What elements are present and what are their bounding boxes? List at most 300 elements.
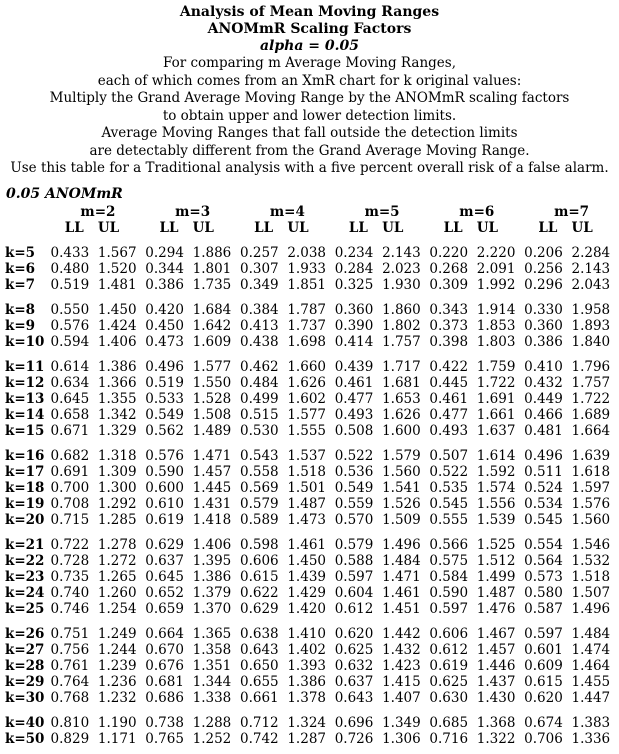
ul-value: 1.487 <box>476 585 516 601</box>
ll-value: 0.645 <box>50 391 90 407</box>
ul-value: 1.447 <box>571 690 611 706</box>
ll-value: 0.606 <box>239 553 279 569</box>
k-label: k=8 <box>5 302 36 318</box>
ul-value: 1.481 <box>97 277 137 293</box>
ll-value: 0.650 <box>239 658 279 674</box>
ll-value: 0.499 <box>239 391 279 407</box>
table-row <box>5 261 619 277</box>
table-row <box>5 302 619 318</box>
ll-value: 0.716 <box>429 731 469 747</box>
ll-value: 0.615 <box>524 674 563 690</box>
ll-value: 0.343 <box>429 302 469 318</box>
ul-value: 1.992 <box>476 277 516 293</box>
ll-value: 0.738 <box>145 715 184 731</box>
ul-value: 1.803 <box>476 334 516 350</box>
ul-value: 2.023 <box>382 261 421 277</box>
ll-value: 0.576 <box>50 318 90 334</box>
table-row <box>5 359 619 375</box>
k-label: k=18 <box>5 480 45 496</box>
ul-value: 1.457 <box>476 642 516 658</box>
table-row <box>5 334 619 350</box>
ul-value: 1.592 <box>476 464 516 480</box>
table-row <box>5 715 619 731</box>
ul-value: 1.525 <box>476 537 516 553</box>
ul-value: 1.796 <box>571 359 611 375</box>
ul-value: 1.349 <box>382 715 421 731</box>
ul-value: 1.358 <box>192 642 232 658</box>
ul-value: 1.626 <box>287 375 326 391</box>
ul-value: 1.471 <box>382 569 421 585</box>
ll-value: 0.432 <box>524 375 563 391</box>
ll-value: 0.601 <box>524 642 563 658</box>
k-label: k=50 <box>5 731 45 747</box>
ul-value: 1.509 <box>382 512 421 528</box>
ul-value: 1.461 <box>382 585 421 601</box>
ul-value: 1.541 <box>382 480 421 496</box>
ul-value: 1.597 <box>571 480 611 496</box>
table-row <box>5 553 619 569</box>
ul-header: UL <box>476 220 499 236</box>
ul-value: 1.473 <box>287 512 326 528</box>
ll-value: 0.671 <box>50 423 90 439</box>
ul-value: 1.190 <box>97 715 137 731</box>
ul-value: 1.602 <box>287 391 326 407</box>
group-spacer <box>5 293 619 302</box>
ll-value: 0.309 <box>429 277 469 293</box>
ul-value: 1.260 <box>97 585 137 601</box>
ul-value: 1.802 <box>382 318 421 334</box>
ll-value: 0.625 <box>334 642 374 658</box>
ul-value: 1.467 <box>476 626 516 642</box>
ll-value: 0.584 <box>429 569 469 585</box>
ul-value: 1.681 <box>382 375 421 391</box>
table-row <box>5 464 619 480</box>
ll-value: 0.422 <box>429 359 469 375</box>
table-row <box>5 496 619 512</box>
ll-value: 0.589 <box>239 512 279 528</box>
ul-value: 1.254 <box>97 601 137 617</box>
ul-value: 1.532 <box>571 553 611 569</box>
ll-value: 0.496 <box>145 359 184 375</box>
ul-value: 1.406 <box>192 537 232 553</box>
ul-value: 1.574 <box>476 480 516 496</box>
k-label: k=29 <box>5 674 45 690</box>
ll-value: 0.742 <box>239 731 279 747</box>
ll-value: 0.609 <box>524 658 563 674</box>
ll-value: 0.670 <box>145 642 184 658</box>
ll-value: 0.530 <box>239 423 279 439</box>
ul-value: 1.309 <box>97 464 137 480</box>
ll-value: 0.597 <box>429 601 469 617</box>
ll-value: 0.655 <box>239 674 279 690</box>
ll-value: 0.566 <box>429 537 469 553</box>
ul-value: 1.560 <box>571 512 611 528</box>
ll-value: 0.284 <box>334 261 374 277</box>
ll-value: 0.674 <box>524 715 563 731</box>
ul-header: UL <box>287 220 309 236</box>
ll-value: 0.496 <box>524 448 563 464</box>
ll-value: 0.515 <box>239 407 279 423</box>
corner-blank <box>5 204 51 220</box>
k-label: k=28 <box>5 658 45 674</box>
ul-value: 1.614 <box>476 448 516 464</box>
ll-value: 0.619 <box>429 658 469 674</box>
ul-value: 1.378 <box>287 690 326 706</box>
ul-value: 1.555 <box>287 423 326 439</box>
ul-value: 1.893 <box>571 318 611 334</box>
ll-value: 0.643 <box>334 690 374 706</box>
ul-value: 1.471 <box>192 448 232 464</box>
ll-value: 0.268 <box>429 261 469 277</box>
ll-value: 0.569 <box>239 480 279 496</box>
ll-value: 0.696 <box>334 715 374 731</box>
ll-value: 0.630 <box>429 690 469 706</box>
desc-line-7: Use this table for a Traditional analysis with a five percent overall risk of a false alarm. <box>10 160 609 176</box>
k-label: k=12 <box>5 375 45 391</box>
ll-value: 0.746 <box>50 601 90 617</box>
ul-value: 1.512 <box>476 553 516 569</box>
ul-value: 1.455 <box>571 674 611 690</box>
ul-value: 2.143 <box>571 261 611 277</box>
ul-value: 1.457 <box>192 464 232 480</box>
ul-value: 1.324 <box>287 715 326 731</box>
ll-value: 0.420 <box>145 302 184 318</box>
ll-value: 0.558 <box>239 464 279 480</box>
ul-value: 1.442 <box>382 626 421 642</box>
ul-value: 1.393 <box>287 658 326 674</box>
ul-value: 1.338 <box>192 690 232 706</box>
ul-value: 1.285 <box>97 512 137 528</box>
ul-value: 1.653 <box>382 391 421 407</box>
desc-line-4: to obtain upper and lower detection limits. <box>162 107 457 124</box>
ul-value: 1.618 <box>571 464 611 480</box>
table-row <box>5 690 619 706</box>
ll-value: 0.325 <box>334 277 374 293</box>
ll-header: LL <box>538 220 558 236</box>
ll-value: 0.681 <box>145 674 184 690</box>
ll-value: 0.522 <box>429 464 469 480</box>
table-row <box>5 480 619 496</box>
table-row <box>5 448 619 464</box>
ll-value: 0.386 <box>524 334 563 350</box>
table-row <box>5 731 619 747</box>
ll-value: 0.398 <box>429 334 469 350</box>
ul-value: 1.520 <box>97 261 137 277</box>
ll-value: 0.615 <box>239 569 279 585</box>
ul-value: 1.499 <box>476 569 516 585</box>
ll-value: 0.257 <box>239 245 279 261</box>
alpha-line: alpha = 0.05 <box>259 38 359 54</box>
k-label: k=23 <box>5 569 45 585</box>
ul-value: 1.418 <box>192 512 232 528</box>
m-header: m=2 <box>80 204 116 220</box>
ul-value: 1.450 <box>287 553 326 569</box>
table-row <box>5 626 619 642</box>
table-row <box>5 375 619 391</box>
ll-value: 0.575 <box>429 553 469 569</box>
ul-value: 1.484 <box>382 553 421 569</box>
ul-value: 1.577 <box>192 359 232 375</box>
ll-header: LL <box>254 220 274 236</box>
ul-value: 1.407 <box>382 690 421 706</box>
ul-value: 1.487 <box>287 496 326 512</box>
ll-value: 0.588 <box>334 553 374 569</box>
k-label: k=11 <box>5 359 45 375</box>
ul-value: 1.365 <box>192 626 232 642</box>
k-label: k=17 <box>5 464 45 480</box>
ul-value: 1.476 <box>476 601 516 617</box>
ll-value: 0.473 <box>145 334 184 350</box>
ul-value: 1.344 <box>192 674 232 690</box>
ll-value: 0.477 <box>334 391 374 407</box>
ll-value: 0.756 <box>50 642 90 658</box>
ul-value: 1.402 <box>287 642 326 658</box>
ll-value: 0.634 <box>50 375 90 391</box>
ll-value: 0.330 <box>524 302 563 318</box>
ll-value: 0.619 <box>145 512 184 528</box>
ul-value: 1.406 <box>97 334 137 350</box>
ll-value: 0.637 <box>145 553 184 569</box>
ll-value: 0.620 <box>524 690 563 706</box>
ul-value: 1.420 <box>287 601 326 617</box>
ul-value: 2.143 <box>382 245 421 261</box>
ul-value: 2.038 <box>287 245 326 261</box>
ul-value: 1.292 <box>97 496 137 512</box>
ll-value: 0.543 <box>239 448 279 464</box>
ul-value: 1.567 <box>97 245 137 261</box>
ul-value: 1.368 <box>476 715 516 731</box>
ul-header: UL <box>382 220 404 236</box>
table-row <box>5 423 619 439</box>
k-label: k=5 <box>5 245 36 261</box>
ll-value: 0.676 <box>145 658 184 674</box>
group-spacer <box>5 439 619 448</box>
table-row <box>5 585 619 601</box>
ul-value: 1.386 <box>287 674 326 690</box>
ul-value: 2.091 <box>476 261 516 277</box>
ll-value: 0.480 <box>50 261 90 277</box>
ll-value: 0.511 <box>524 464 563 480</box>
ll-value: 0.594 <box>50 334 90 350</box>
m-header-row <box>5 204 619 220</box>
ul-value: 1.518 <box>287 464 326 480</box>
m-header: m=5 <box>364 204 400 220</box>
ul-value: 1.461 <box>287 537 326 553</box>
ll-value: 0.715 <box>50 512 90 528</box>
ll-header: LL <box>159 220 179 236</box>
ll-value: 0.579 <box>334 537 374 553</box>
ll-value: 0.234 <box>334 245 374 261</box>
k-label: k=7 <box>5 277 36 293</box>
ul-value: 1.171 <box>97 731 137 747</box>
ll-value: 0.439 <box>334 359 374 375</box>
table-row <box>5 674 619 690</box>
ul-value: 1.306 <box>382 731 421 747</box>
ul-value: 1.437 <box>476 674 516 690</box>
group-spacer <box>5 236 619 245</box>
ul-value: 1.342 <box>97 407 137 423</box>
ul-value: 1.300 <box>97 480 137 496</box>
ll-value: 0.761 <box>50 658 90 674</box>
ll-value: 0.632 <box>334 658 374 674</box>
ul-value: 1.689 <box>571 407 611 423</box>
ul-value: 1.410 <box>287 626 326 642</box>
ul-value: 1.735 <box>192 277 232 293</box>
ul-value: 1.451 <box>382 601 421 617</box>
ll-value: 0.545 <box>429 496 469 512</box>
ul-value: 1.232 <box>97 690 137 706</box>
ll-value: 0.659 <box>145 601 184 617</box>
ul-value: 1.537 <box>287 448 326 464</box>
ll-header: LL <box>348 220 368 236</box>
ll-value: 0.549 <box>145 407 184 423</box>
ll-value: 0.643 <box>239 642 279 658</box>
ll-value: 0.590 <box>429 585 469 601</box>
table-row <box>5 601 619 617</box>
ll-value: 0.682 <box>50 448 90 464</box>
group-spacer <box>5 617 619 626</box>
ll-value: 0.604 <box>334 585 374 601</box>
ll-value: 0.691 <box>50 464 90 480</box>
ul-value: 1.265 <box>97 569 137 585</box>
ul-value: 1.600 <box>382 423 421 439</box>
k-label: k=16 <box>5 448 45 464</box>
ul-value: 1.432 <box>382 642 421 658</box>
ll-value: 0.598 <box>239 537 279 553</box>
m-header: m=3 <box>175 204 211 220</box>
ll-value: 0.410 <box>524 359 563 375</box>
k-label: k=21 <box>5 537 45 553</box>
ul-value: 1.840 <box>571 334 611 350</box>
ul-value: 1.430 <box>476 690 516 706</box>
ul-value: 1.526 <box>382 496 421 512</box>
ll-value: 0.612 <box>429 642 469 658</box>
ll-value: 0.493 <box>429 423 469 439</box>
table-row <box>5 658 619 674</box>
ll-value: 0.625 <box>429 674 469 690</box>
ll-value: 0.220 <box>429 245 469 261</box>
k-label: k=22 <box>5 553 45 569</box>
ul-value: 1.278 <box>97 537 137 553</box>
title-line-2: ANOMmR Scaling Factors <box>207 21 412 37</box>
k-label: k=15 <box>5 423 45 439</box>
ll-value: 0.555 <box>429 512 469 528</box>
ll-value: 0.484 <box>239 375 279 391</box>
ul-value: 2.284 <box>571 245 611 261</box>
document-header <box>0 0 619 178</box>
ll-value: 0.562 <box>145 423 184 439</box>
ul-value: 1.556 <box>476 496 516 512</box>
k-label: k=13 <box>5 391 45 407</box>
ul-value: 1.660 <box>287 359 326 375</box>
anom-table <box>5 204 619 747</box>
ll-value: 0.445 <box>429 375 469 391</box>
ll-value: 0.413 <box>239 318 279 334</box>
ul-value: 1.546 <box>571 537 611 553</box>
ul-value: 1.787 <box>287 302 326 318</box>
ll-value: 0.535 <box>429 480 469 496</box>
ll-value: 0.414 <box>334 334 374 350</box>
ll-value: 0.606 <box>429 626 469 642</box>
ul-value: 1.423 <box>382 658 421 674</box>
table-row <box>5 245 619 261</box>
ul-value: 1.424 <box>97 318 137 334</box>
ll-value: 0.751 <box>50 626 90 642</box>
ul-value: 1.445 <box>192 480 232 496</box>
table-row <box>5 318 619 334</box>
ul-value: 1.288 <box>192 715 232 731</box>
ll-value: 0.579 <box>239 496 279 512</box>
ul-value: 1.429 <box>287 585 326 601</box>
ul-value: 2.220 <box>476 245 516 261</box>
ul-value: 1.383 <box>571 715 611 731</box>
ll-value: 0.612 <box>334 601 374 617</box>
ll-value: 0.587 <box>524 601 563 617</box>
title-line-1: Analysis of Mean Moving Ranges <box>179 4 440 20</box>
ul-header: UL <box>97 220 120 236</box>
k-label: k=20 <box>5 512 45 528</box>
ul-value: 1.626 <box>382 407 421 423</box>
ul-value: 1.576 <box>571 496 611 512</box>
ll-value: 0.524 <box>524 480 563 496</box>
table-row <box>5 391 619 407</box>
ll-header: LL <box>64 220 84 236</box>
ul-value: 1.664 <box>571 423 611 439</box>
ll-value: 0.664 <box>145 626 184 642</box>
ll-value: 0.735 <box>50 569 90 585</box>
ll-value: 0.629 <box>145 537 184 553</box>
ul-value: 1.446 <box>476 658 516 674</box>
ll-value: 0.461 <box>334 375 374 391</box>
ul-value: 1.496 <box>382 537 421 553</box>
ll-value: 0.545 <box>524 512 563 528</box>
ul-header: UL <box>192 220 214 236</box>
ul-value: 1.386 <box>192 569 232 585</box>
ul-value: 1.236 <box>97 674 137 690</box>
ul-value: 2.043 <box>571 277 611 293</box>
ul-value: 1.539 <box>476 512 516 528</box>
table-row <box>5 407 619 423</box>
k-label: k=24 <box>5 585 45 601</box>
ul-value: 1.244 <box>97 642 137 658</box>
ul-value: 1.757 <box>571 375 611 391</box>
ll-value: 0.477 <box>429 407 469 423</box>
ul-value: 1.757 <box>382 334 421 350</box>
ul-value: 1.355 <box>97 391 137 407</box>
ll-value: 0.508 <box>334 423 374 439</box>
ll-value: 0.554 <box>524 537 563 553</box>
ll-value: 0.386 <box>145 277 184 293</box>
ul-value: 1.737 <box>287 318 326 334</box>
ll-value: 0.256 <box>524 261 563 277</box>
k-label: k=40 <box>5 715 45 731</box>
ll-value: 0.360 <box>524 318 563 334</box>
ul-value: 1.287 <box>287 731 326 747</box>
k-label: k=10 <box>5 334 45 350</box>
ul-value: 1.518 <box>571 569 611 585</box>
ll-value: 0.307 <box>239 261 279 277</box>
ul-value: 1.933 <box>287 261 326 277</box>
ll-value: 0.597 <box>524 626 563 642</box>
ll-value: 0.349 <box>239 277 279 293</box>
k-label: k=26 <box>5 626 45 642</box>
ul-value: 1.609 <box>192 334 232 350</box>
ul-value: 1.722 <box>571 391 611 407</box>
ul-value: 1.464 <box>571 658 611 674</box>
ll-value: 0.726 <box>334 731 374 747</box>
ul-value: 1.336 <box>571 731 611 747</box>
ul-value: 1.507 <box>571 585 611 601</box>
